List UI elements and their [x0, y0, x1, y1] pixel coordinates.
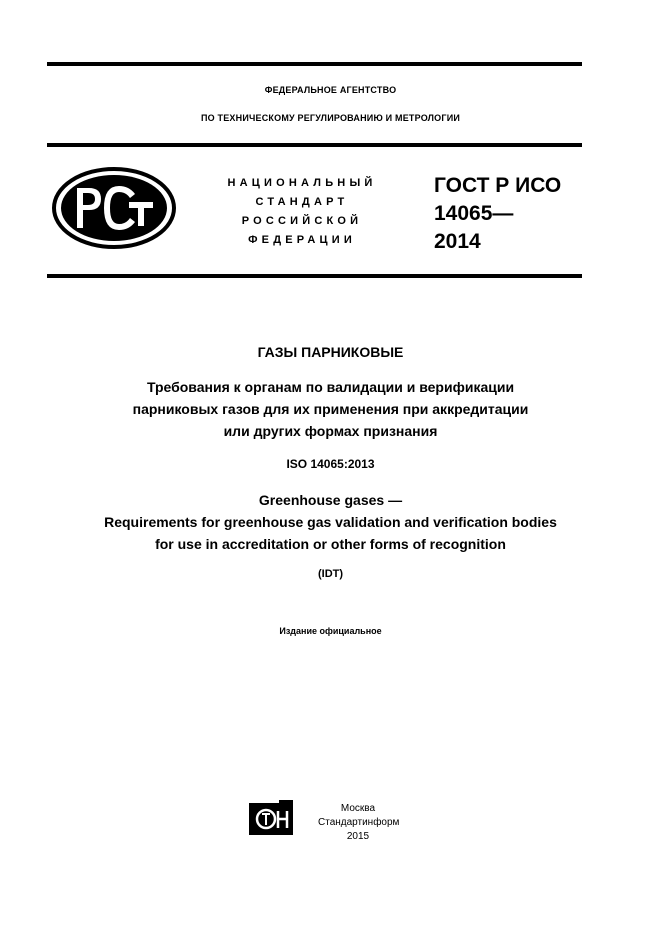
title-en-line-2: Requirements for greenhouse gas validation and verification bodies — [104, 514, 557, 530]
iso-reference: ISO 14065:2013 — [286, 457, 375, 471]
title-ru: ГАЗЫ ПАРНИКОВЫЕ — [257, 344, 404, 360]
agency-line-2: ПО ТЕХНИЧЕСКОМУ РЕГУЛИРОВАНИЮ И МЕТРОЛОГИИ — [200, 113, 461, 123]
subtitle-ru — [0, 376, 661, 442]
edition-label: Издание официальное — [279, 626, 382, 636]
idt-label: (IDT) — [317, 568, 344, 580]
national-line-2: СТАНДАРТ — [255, 196, 349, 208]
gost-r-logo-icon — [51, 166, 177, 250]
standard-number — [434, 172, 561, 256]
standartinform-logo-icon — [249, 800, 293, 835]
standard-number-line-1: ГОСТ Р ИСО — [434, 174, 562, 197]
title-en — [0, 489, 661, 555]
standard-number-line-2: 14065— — [434, 202, 514, 225]
national-standard-label — [198, 174, 406, 250]
subtitle-ru-line-1: Требования к органам по валидации и верификации — [146, 379, 515, 395]
standard-number-line-3: 2014 — [434, 230, 481, 253]
title-en-line-3: for use in accreditation or other forms of recognition — [155, 536, 506, 552]
publisher-city: Москва — [340, 803, 376, 814]
national-line-3: РОССИЙСКОЙ — [241, 215, 363, 227]
subtitle-ru-line-2: парниковых газов для их применения при аккредитации — [132, 401, 529, 417]
title-en-line-1: Greenhouse gases — — [258, 492, 403, 508]
subtitle-ru-line-3: или других формах признания — [223, 423, 438, 439]
agency-line-1: ФЕДЕРАЛЬНОЕ АГЕНТСТВО — [264, 85, 397, 95]
standard-block-rule — [47, 274, 582, 278]
header-rule — [47, 143, 582, 147]
national-line-1: НАЦИОНАЛЬНЫЙ — [227, 177, 377, 189]
national-line-4: ФЕДЕРАЦИИ — [248, 234, 356, 246]
publisher-info — [318, 802, 398, 844]
top-rule — [47, 62, 582, 66]
publisher-year: 2015 — [346, 831, 370, 842]
publisher-name: Стандартинформ — [318, 817, 400, 828]
